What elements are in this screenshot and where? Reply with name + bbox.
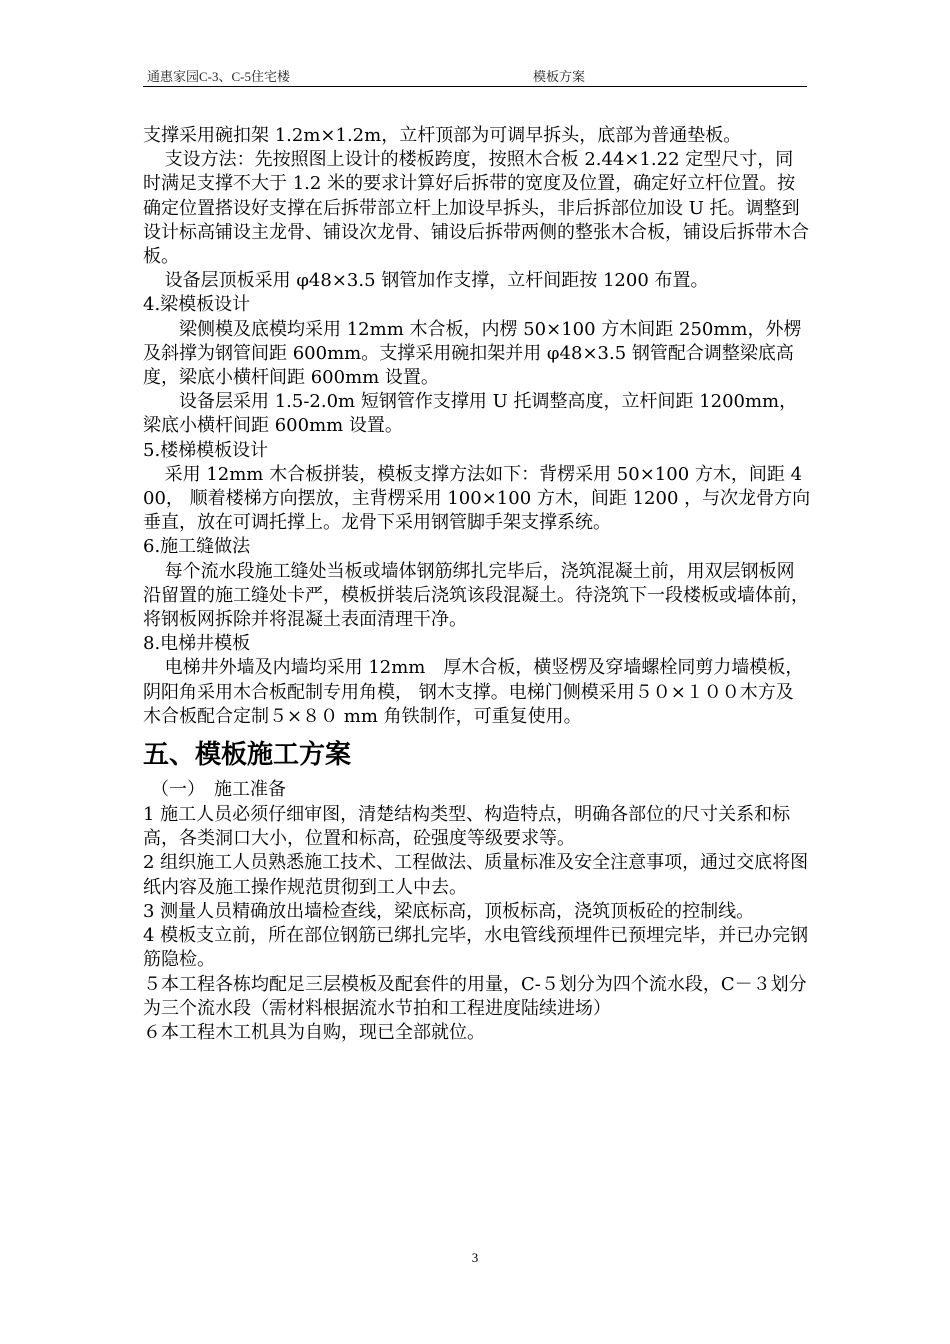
header-doc-title: 模板方案 bbox=[533, 69, 586, 84]
paragraph-equipment-floor-beam: 设备层采用 1.5-2.0m 短钢管作支撑用 U 托调整高度，立杆间距 1200mm，梁底小横杆间距 600mm 设置。 bbox=[143, 391, 798, 437]
paragraph-erection-method: 支设方法：先按照图上设计的楼板跨度，按照木合板 2.44×1.22 定型尺寸，同时满足支撑不大于 1.2 米的要求计算好后拆带的宽度及位置，确定好立杆位置。按确定位置搭设好支撑在后拆带部立杆上加设早拆头，非后拆部位加设 U 托。调整到设计标高铺设主龙骨、铺设次龙骨、铺设后拆带两侧的整张木合板，铺设后拆带木合板。 bbox=[143, 149, 809, 268]
paragraph-equipment-floor-slab: 设备层顶板采用 φ48×3.5 钢管加作支撑，立杆间距按 1200 布置。 bbox=[164, 270, 709, 292]
page-header bbox=[143, 66, 807, 86]
paragraph-beam-formwork: 梁侧模及底模均采用 12mm 木合板，内楞 50×100 方木间距 250mm，外楞及斜撑为钢管间距 600mm。支撑采用碗扣架并用 φ48×3.5 钢管配合调整梁底高度，梁底小横杆间距 600mm 设置。 bbox=[143, 318, 802, 389]
subsection-title: （一） 施工准备 bbox=[151, 779, 286, 801]
section-heading-construction-joint: 6.施工缝做法 bbox=[143, 536, 251, 558]
header-project-name: 通惠家园C-3、C-5住宅楼 bbox=[147, 69, 291, 84]
list-item: ６本工程木工机具为自购，现已全部就位。 bbox=[143, 1021, 485, 1043]
chapter-title: 五、模板施工方案 bbox=[143, 740, 352, 771]
section-heading-beam-formwork: 4.梁模板设计 bbox=[143, 294, 251, 316]
section-heading-elevator-shaft: 8.电梯井模板 bbox=[143, 633, 251, 655]
paragraph-construction-joint: 每个流水段施工缝处当板或墙体钢筋绑扎完毕后，浇筑混凝土前，用双层钢板网沿留置的施工缝处卡严，模板拼装后浇筑该段混凝土。待浇筑下一段楼板或墙体前，将钢板网拆除并将混凝土表面清理干净。 bbox=[143, 560, 809, 631]
paragraph-support-system: 支撑采用碗扣架 1.2m×1.2m，立杆顶部为可调早拆头，底部为普通垫板。 bbox=[143, 125, 742, 146]
list-item: 3 测量人员精确放出墙检查线，梁底标高，顶板标高，浇筑顶板砼的控制线。 bbox=[143, 900, 755, 922]
list-item: 2 组织施工人员熟悉施工技术、工程做法、质量标准及安全注意事项，通过交底将图纸内容及施工操作规范贯彻到工人中去。 bbox=[143, 852, 809, 898]
list-item: ５本工程各栋均配足三层模板及配套件的用量，C-５划分为四个流水段，C－３划分为三个流水段（需材料根据流水节拍和工程进度陆续进场） bbox=[143, 973, 807, 1019]
paragraph-elevator-shaft: 电梯井外墙及内墙均采用 12mm 厚木合板，横竖楞及穿墙螺栓同剪力墙模板，阴阳角采用木合板配制专用角模， 钢木支撑。电梯门侧模采用５０×１００木方及木合板配合定制５×８０ mm 角铁制作，可重复使用。 bbox=[143, 657, 804, 727]
paragraph-stair-formwork: 采用 12mm 木合板拼装，模板支撑方法如下：背楞采用 50×100 方木，间距 400， 顺着楼梯方向摆放，主背楞采用 100×100 方木，间距 1200 ，与次龙骨方向垂直，放在可调托撑上。龙骨下采用钢管脚手架支撑系统。 bbox=[143, 463, 811, 534]
page-number: 3 bbox=[471, 1250, 479, 1265]
header-divider bbox=[143, 86, 807, 87]
section-heading-stair-formwork: 5.楼梯模板设计 bbox=[143, 439, 269, 461]
page-body bbox=[143, 124, 811, 1045]
list-item: 4 模板支立前，所在部位钢筋已绑扎完毕，水电管线预埋件已预埋完毕，并已办完钢筋隐检。 bbox=[143, 925, 809, 971]
list-item: 1 施工人员必须仔细审图，清楚结构类型、构造特点，明确各部位的尺寸关系和标高，各类洞口大小，位置和标高，砼强度等级要求等。 bbox=[143, 804, 791, 850]
